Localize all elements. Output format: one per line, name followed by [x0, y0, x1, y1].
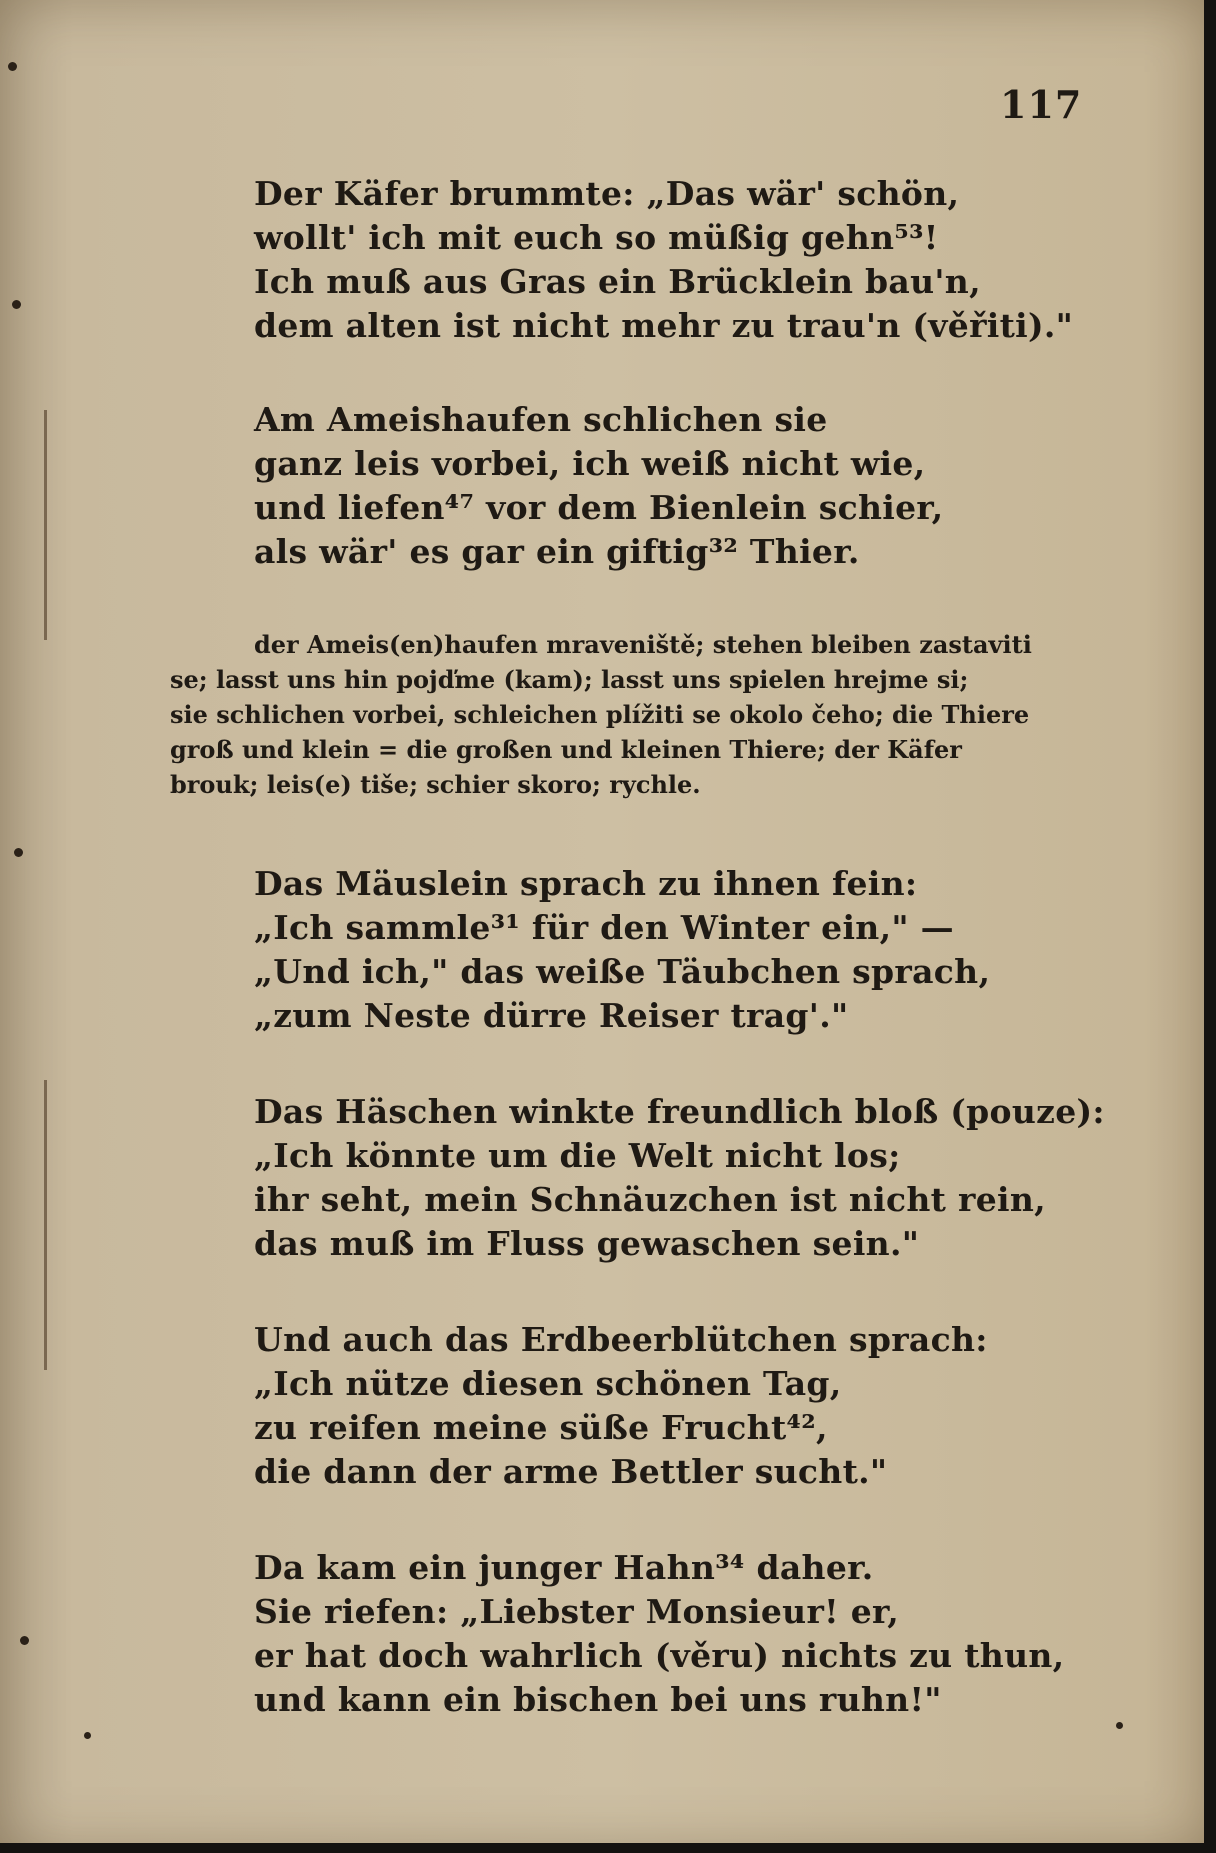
- verse-line: Sie riefen: „Liebster Monsieur! er,: [254, 1592, 900, 1631]
- verse-line: Der Käfer brummte: „Das wär' schön,: [254, 174, 960, 213]
- ink-speck: [12, 300, 21, 309]
- verse-line: und liefen⁴⁷ vor dem Bienlein schier,: [254, 488, 944, 527]
- scan-border-bottom: [0, 1843, 1216, 1853]
- verse-line: die dann der arme Bettler sucht.": [254, 1452, 888, 1491]
- verse-line: „zum Neste dürre Reiser trag'.": [254, 996, 849, 1035]
- verse-line: Ich muß aus Gras ein Brücklein bau'n,: [254, 262, 981, 301]
- ink-speck: [84, 1732, 91, 1739]
- ink-speck: [20, 1636, 29, 1645]
- verse-line: Da kam ein junger Hahn³⁴ daher.: [254, 1548, 874, 1587]
- verse-line: Das Mäuslein sprach zu ihnen fein:: [254, 864, 918, 903]
- ink-speck: [8, 62, 17, 71]
- stanza-2: [254, 398, 1114, 574]
- spine-shadow-line: [44, 1080, 47, 1370]
- stanza-5: [254, 1318, 1114, 1494]
- verse-line: „Und ich," das weiße Täubchen sprach,: [254, 952, 991, 991]
- verse-line: „Ich sammle³¹ für den Winter ein," —: [254, 908, 954, 947]
- glossary-line: groß und klein = die großen und kleinen Thiere; der Käfer: [170, 735, 962, 764]
- stanza-3: [254, 862, 1114, 1038]
- stanza-4: [254, 1090, 1114, 1266]
- glossary-line: der Ameis(en)haufen mraveniště; stehen bleiben zastaviti: [254, 630, 1032, 659]
- glossary-line: se; lasst uns hin pojďme (kam); lasst uns spielen hrejme si;: [170, 665, 969, 694]
- verse-line: Am Ameishaufen schlichen sie: [254, 400, 828, 439]
- verse-line: „Ich könnte um die Welt nicht los;: [254, 1136, 901, 1175]
- page-number: 117: [1000, 82, 1083, 127]
- vocabulary-glossary: [170, 627, 1080, 802]
- ink-speck: [1116, 1722, 1123, 1729]
- verse-line: Und auch das Erdbeerblütchen sprach:: [254, 1320, 988, 1359]
- verse-line: und kann ein bischen bei uns ruhn!": [254, 1680, 942, 1719]
- verse-line: das muß im Fluss gewaschen sein.": [254, 1224, 920, 1263]
- verse-line: ganz leis vorbei, ich weiß nicht wie,: [254, 444, 926, 483]
- glossary-line: sie schlichen vorbei, schleichen plížiti se okolo čeho; die Thiere: [170, 700, 1030, 729]
- verse-line: „Ich nütze diesen schönen Tag,: [254, 1364, 842, 1403]
- scan-border-right: [1204, 0, 1216, 1853]
- verse-line: er hat doch wahrlich (věru) nichts zu thun,: [254, 1636, 1065, 1675]
- verse-line: als wär' es gar ein giftig³² Thier.: [254, 532, 860, 571]
- verse-line: dem alten ist nicht mehr zu trau'n (věřiti).": [254, 306, 1074, 345]
- stanza-1: [254, 172, 1114, 348]
- verse-line: zu reifen meine süße Frucht⁴²,: [254, 1408, 828, 1447]
- ink-speck: [14, 848, 23, 857]
- verse-line: Das Häschen winkte freundlich bloß (pouze):: [254, 1092, 1105, 1131]
- glossary-line: brouk; leis(e) tiše; schier skoro; rychle.: [170, 770, 701, 799]
- verse-line: ihr seht, mein Schnäuzchen ist nicht rein,: [254, 1180, 1046, 1219]
- stanza-6: [254, 1546, 1114, 1722]
- verse-line: wollt' ich mit euch so müßig gehn⁵³!: [254, 218, 939, 257]
- spine-shadow-line: [44, 410, 47, 640]
